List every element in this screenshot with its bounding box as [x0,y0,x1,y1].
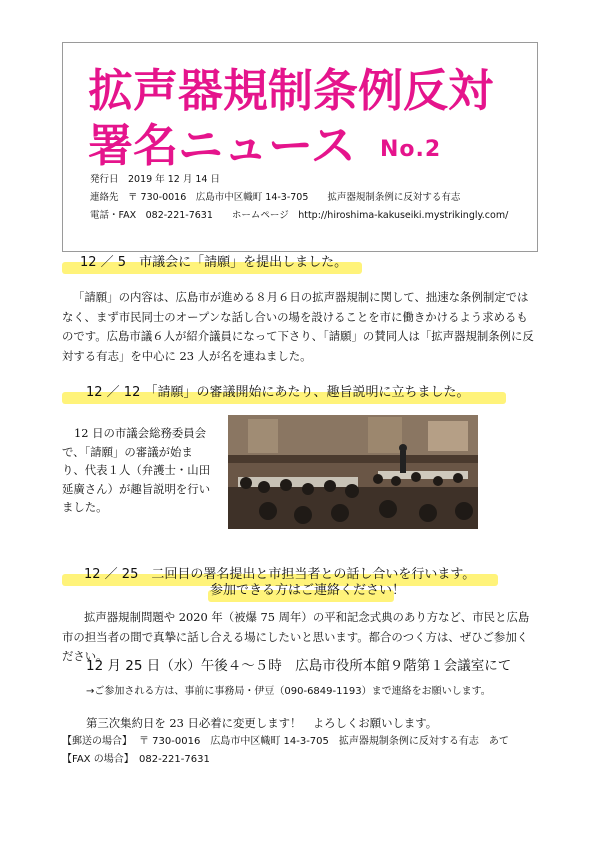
section1-paragraph: 「請願」の内容は、広島市が進める８月６日の拡声器規制に関して、拙速な条例制定ではなく、まず市民同士のオープンな話し合いの場を設けることを市に働きかけるよう求めるものです。広島市議６人が紹介議員になって下さり、「請願」の賛同人は「拡声器規制条例に反対する有志」を中心に 23 人が名を連ねました。 [62,290,534,363]
contact-note: →ご参加される方は、事前に事務局・伊豆（090-6849-1193）まで連絡をお願いします。 [86,686,491,697]
mail-address: 〒 730-0016 広島市中区幟町 14-3-705 拡声器規制条例に反対する有志 あて [139,736,509,747]
newsletter-title-line1: 拡声器規制条例反対 [88,64,494,117]
section3-heading-line1: 12 ／ 25 二回目の署名提出と市担当者との話し合いを行います。 [84,567,476,582]
section1-heading: 12 ／ 5 市議会に「請願」を提出しました。 [80,255,348,270]
phone-homepage: 電話・FAX 082-221-7631 ホームページ http://hiroshima-kakuseiki.mystrikingly.com/ [90,210,509,221]
mail-label: 【郵送の場合】 [62,736,132,747]
meeting-schedule: 12 月 25 日（水）午後４～５時 広島市役所本館９階第１会議室にて [86,658,512,674]
deadline-notice: 第三次集約日を 23 日必着に変更します！ よろしくお願いします。 [86,716,438,730]
issue-number: No.2 [380,137,442,162]
issue-date: 発行日 2019 年 12 月 14 日 [90,174,220,185]
section2-paragraph: 12 日の市議会総務委員会で、「請願」の審議が始まり、代表１人（弁護士・山田延廣さん）が趣旨説明を行いました。 [62,426,211,514]
section3-paragraph: 拡声器規制問題や 2020 年（被爆 75 周年）の平和記念式典のあり方など、市民と広島市の担当者の間で真摯に話し合える場にしたいと思います。都合のつく方は、ぜひご参加ください。 [62,610,530,663]
fax-label: 【FAX の場合】 [62,754,134,765]
meeting-photo [228,415,478,529]
fax-number: 082-221-7631 [139,754,210,765]
section2-heading: 12 ／ 12 「請願」の審議開始にあたり、趣旨説明に立ちました。 [86,385,470,400]
section3-heading-line2: 参加できる方はご連絡ください！ [210,583,406,598]
contact-info: 連絡先 〒 730-0016 広島市中区幟町 14-3-705 拡声器規制条例に反対する有志 [90,192,461,203]
newsletter-title-line2: 署名ニュース [88,119,356,172]
meeting-photo-illustration [228,415,478,529]
